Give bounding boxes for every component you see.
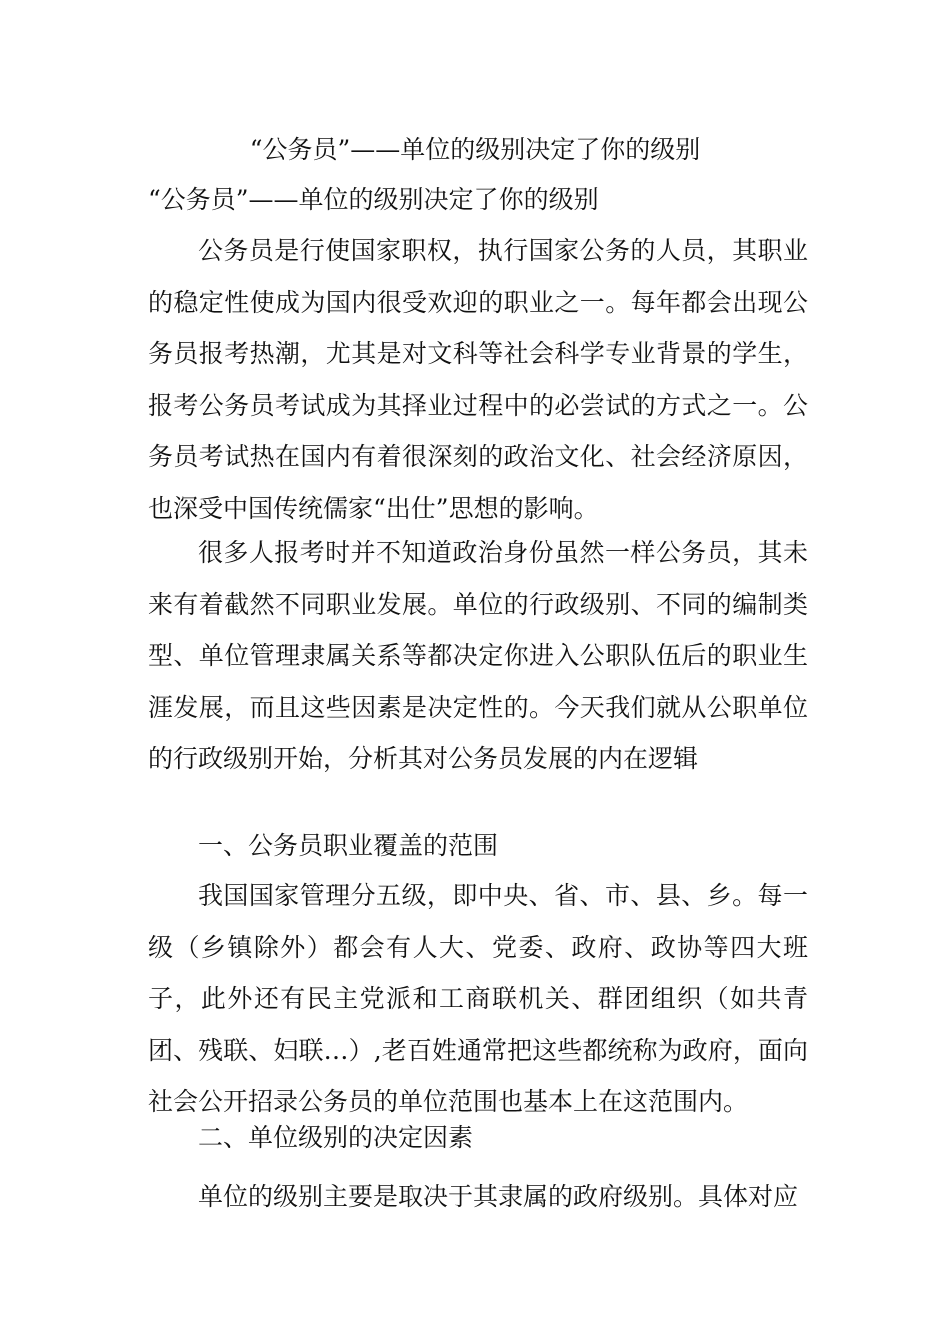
section-heading-scope: 一、公务员职业覆盖的范围 <box>198 831 499 860</box>
paragraph-intro: 公务员是行使国家职权，执行国家公务的人员，其职业的稳定性使成为国内很受欢迎的职业之一。每年都会出现公务员报考热潮，尤其是对文科等社会科学专业背景的学生，报考公务员考试成为其择业过程中的必尝试的方式之一。公务员考试热在国内有着很深刻的政治文化、社会经济原因，也深受中国传统儒家“出仕”思想的影响。 <box>148 236 808 523</box>
paragraph-scope: 我国国家管理分五级，即中央、省、市、县、乡。每一级（乡镇除外）都会有人大、党委、政府、政协等四大班子，此外还有民主党派和工商联机关、群团组织（如共青团、残联、妇联…）,老百姓通常把这些都统称为政府，面向社会公开招录公务员的单位范围也基本上在这范围内。 <box>148 881 808 1116</box>
paragraph-career: 很多人报考时并不知道政治身份虽然一样公务员，其未来有着截然不同职业发展。单位的行政级别、不同的编制类型、单位管理隶属关系等都决定你进入公职队伍后的职业生涯发展，而且这些因素是决定性的。今天我们就从公职单位的行政级别开始，分析其对公务员发展的内在逻辑 <box>148 538 808 773</box>
document-subtitle: “公务员”——单位的级别决定了你的级别 <box>148 185 599 214</box>
paragraph-factors: 单位的级别主要是取决于其隶属的政府级别。具体对应 <box>198 1182 799 1211</box>
section-heading-factors: 二、单位级别的决定因素 <box>198 1123 474 1152</box>
document-title: “公务员”——单位的级别决定了你的级别 <box>249 135 701 164</box>
